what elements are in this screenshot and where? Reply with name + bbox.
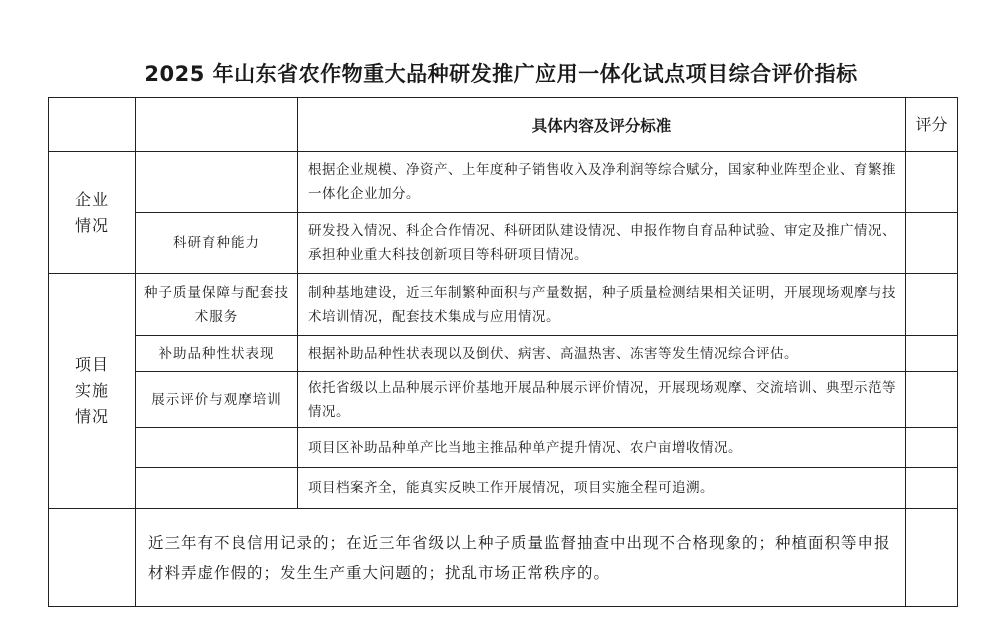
- desc-cell: 研发投入情况、科企合作情况、科研团队建设情况、申报作物自育品种试验、审定及推广情况、承担种业重大科技创新项目等科研项目情况。: [298, 213, 906, 274]
- desc-cell: 依托省级以上品种展示评价基地开展品种展示评价情况，开展现场观摩、交流培训、典型示范等情况。: [298, 372, 906, 428]
- table-row: [49, 213, 958, 274]
- table-row: [49, 336, 958, 372]
- score-cell[interactable]: [906, 468, 958, 509]
- table-row: [49, 468, 958, 509]
- header-category-cell: [49, 98, 136, 152]
- category-project-label: 项目实施情况: [74, 355, 109, 426]
- table-row: [49, 372, 958, 428]
- header-score-cell: [906, 98, 958, 152]
- item-cell: 种子质量保障与配套技术服务: [136, 274, 298, 336]
- evaluation-table: [48, 97, 958, 607]
- header-content-cell: 具体内容及评分标准: [298, 98, 906, 152]
- score-cell[interactable]: [906, 213, 958, 274]
- header-item-cell: [136, 98, 298, 152]
- item-cell: [136, 468, 298, 509]
- desc-cell: 根据企业规模、净资产、上年度种子销售收入及净利润等综合赋分，国家种业阵型企业、育繁推一体化企业加分。: [298, 152, 906, 213]
- category-negative: [49, 509, 136, 607]
- header-score-label: 评分: [915, 114, 948, 134]
- score-cell[interactable]: [906, 274, 958, 336]
- table-row: [49, 274, 958, 336]
- item-cell: 展示评价与观摩培训: [136, 372, 298, 428]
- category-enterprise: [49, 152, 136, 274]
- item-cell: 补助品种性状表现: [136, 336, 298, 372]
- desc-cell: 项目档案齐全，能真实反映工作开展情况，项目实施全程可追溯。: [298, 468, 906, 509]
- score-cell[interactable]: [906, 509, 958, 607]
- score-cell[interactable]: [906, 372, 958, 428]
- table-header-row: [49, 98, 958, 152]
- score-cell[interactable]: [906, 428, 958, 468]
- negative-desc-cell: 近三年有不良信用记录的；在近三年省级以上种子质量监督抽查中出现不合格现象的；种植面积等申报材料弄虚作假的；发生生产重大问题的；扰乱市场正常秩序的。: [136, 509, 906, 607]
- page-title: 2025 年山东省农作物重大品种研发推广应用一体化试点项目综合评价指标: [144, 62, 858, 86]
- table-row: [49, 509, 958, 607]
- desc-cell: 项目区补助品种单产比当地主推品种单产提升情况、农户亩增收情况。: [298, 428, 906, 468]
- desc-cell: 制种基地建设，近三年制繁种面积与产量数据，种子质量检测结果相关证明，开展现场观摩与技术培训情况，配套技术集成与应用情况。: [298, 274, 906, 336]
- score-cell[interactable]: [906, 152, 958, 213]
- item-cell: [136, 152, 298, 213]
- category-project: [49, 274, 136, 509]
- table-row: [49, 152, 958, 213]
- category-enterprise-label: 企业情况: [74, 189, 109, 235]
- item-cell: [136, 428, 298, 468]
- table-row: [49, 428, 958, 468]
- item-cell: 科研育种能力: [136, 213, 298, 274]
- score-cell[interactable]: [906, 336, 958, 372]
- desc-cell: 根据补助品种性状表现以及倒伏、病害、高温热害、冻害等发生情况综合评估。: [298, 336, 906, 372]
